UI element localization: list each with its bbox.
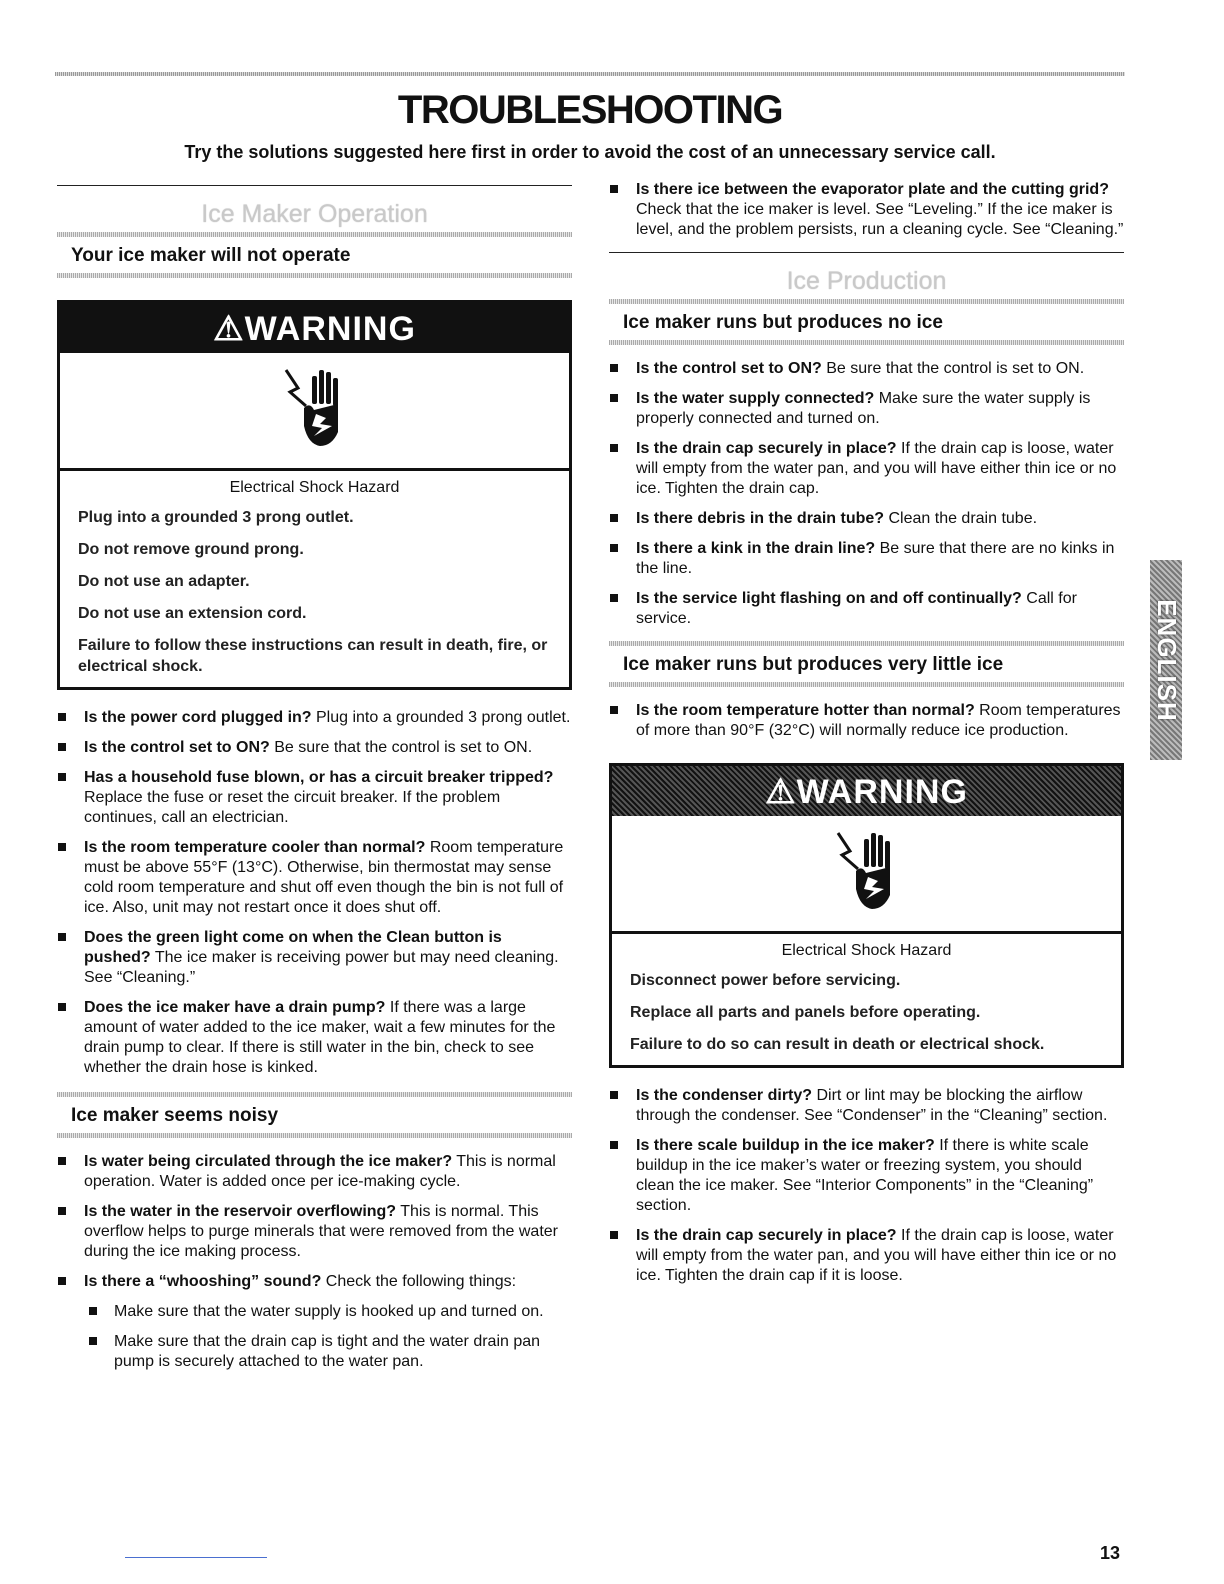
question: Does the green light come on when the Clean button is pushed? [84,929,502,966]
question: Is water being circulated through the ice maker? [84,1153,453,1170]
question: Is the room temperature cooler than normal? [84,839,426,856]
hatch-divider [57,1133,572,1138]
top-rule [55,72,1125,76]
page-subtitle: Try the solutions suggested here first in order to avoid the cost of an unnecessary service call. [184,142,996,162]
warning-box [57,300,572,690]
hazard-title: Electrical Shock Hazard [781,942,952,959]
question: Is the drain cap securely in place? [636,440,897,457]
list-item [609,389,1124,429]
footer-line [125,1557,267,1558]
warning-line: Failure to follow these instructions can result in death, fire, or electrical shock. [78,637,548,675]
subsection-title: Ice maker runs but produces very little ice [623,654,1004,675]
answer: If the drain cap is loose, water will empty from the water pan, and you will have either thin ice or no ice. Tighten the drain cap. [636,440,1117,497]
list-item [609,1226,1124,1286]
warning-header: ⚠WARNING [612,766,1121,816]
warning-line: Do not use an extension cord. [78,605,307,622]
subsection-title: Ice maker seems noisy [71,1105,279,1126]
list-item [57,708,572,728]
warning-line: Plug into a grounded 3 prong outlet. [78,509,354,526]
list-item [609,1136,1124,1216]
list-item [57,1202,572,1262]
list-item [57,928,572,988]
question: Is the condenser dirty? [636,1087,813,1104]
answer: Check the following things: [321,1273,517,1290]
answer: Plug into a grounded 3 prong outlet. [311,709,571,726]
list-item [609,509,1124,529]
warning-body [612,934,1121,1065]
answer: Clean the drain tube. [884,510,1038,527]
list-item [609,180,1124,240]
hatch-divider [609,682,1124,687]
right-column [609,180,1124,1296]
list-item [57,1272,572,1372]
list-item [57,738,572,758]
answer: If the drain cap is loose, water will empty from the water pan, and you will have either thin ice or no ice. Tighten the drain cap if it is loose. [636,1227,1117,1284]
list-item [609,589,1124,629]
subsection-title: Ice maker runs but produces no ice [623,312,943,333]
sub-list-item: Make sure that the drain cap is tight and the water drain pan pump is securely attached to the water pan. [84,1332,572,1372]
warning-header: ⚠WARNING [60,303,569,353]
answer: Be sure that the control is set to ON. [269,739,533,756]
answer: Replace the fuse or reset the circuit breaker. If the problem continues, call an electrician. [84,789,501,826]
language-tab-label: ENGLISH [1151,598,1182,722]
answer: Dirt or lint may be blocking the airflow through the condenser. See “Condenser” in the “Cleaning” section. [636,1087,1108,1124]
list-item [609,539,1124,579]
list-item [57,768,572,828]
question: Is the room temperature hotter than normal? [636,702,975,719]
answer: Check that the ice maker is level. See “Leveling.” If the ice maker is level, and the problem persists, run a cleaning cycle. See “Cleaning.” [636,201,1124,238]
checklist [609,359,1124,629]
question: Is the drain cap securely in place? [636,1227,897,1244]
page-number: 13 [1100,1543,1121,1563]
question: Does the ice maker have a drain pump? [84,999,386,1016]
question: Is there a “whooshing” sound? [84,1273,322,1290]
warning-line: Do not remove ground prong. [78,541,304,558]
list-item [609,1086,1124,1126]
answer: If there was a large amount of water added to the ice maker, wait a few minutes for the drain pump to clear. If there is still water in the bin, check to see whether the drain hose is kinked. [84,999,556,1076]
warning-line: Disconnect power before servicing. [630,972,901,989]
answer: Call for service. [636,590,1077,627]
warning-line: Replace all parts and panels before operating. [630,1004,981,1021]
list-item [57,998,572,1078]
hazard-title: Electrical Shock Hazard [229,479,400,496]
answer: Room temperatures of more than 90°F (32°C) will normally reduce ice production. [636,702,1121,739]
sub-list-item: Make sure that the water supply is hooked up and turned on. [84,1302,572,1322]
question: Is the water in the reservoir overflowing? [84,1203,397,1220]
checklist [57,708,572,1078]
warning-line: Do not use an adapter. [78,573,250,590]
answer: This is normal operation. Water is added once per ice-making cycle. [84,1153,556,1190]
checklist [609,180,1124,240]
question: Is there a kink in the drain line? [636,540,876,557]
shock-hazard-icon [60,353,569,471]
question: Is the control set to ON? [84,739,270,756]
warning-body [60,471,569,687]
question: Is there debris in the drain tube? [636,510,885,527]
question: Is the water supply connected? [636,390,875,407]
question: Is there scale buildup in the ice maker? [636,1137,935,1154]
answer: Room temperature must be above 55°F (13°C). Otherwise, bin thermostat may sense cold room temperature and shut off even though the bin is not full of ice. Also, unit may not restart once it does shut off. [84,839,564,916]
page-title: TROUBLESHOOTING [397,88,783,132]
list-item [57,1152,572,1192]
question: Is the service light flashing on and off continually? [636,590,1022,607]
section-title-ice-production: Ice Production [786,267,947,295]
answer: Make sure the water supply is properly connected and turned on. [636,390,1091,427]
warning-line: Failure to do so can result in death or electrical shock. [630,1036,1045,1053]
answer: The ice maker is receiving power but may need cleaning. See “Cleaning.” [84,949,559,986]
question: Is the control set to ON? [636,360,822,377]
list-item [609,359,1124,379]
list-item [609,701,1124,741]
hatch-divider [57,273,572,278]
warning-box [609,763,1124,1068]
checklist [609,701,1124,741]
language-tab [1150,560,1182,760]
section-title-ice-maker-operation: Ice Maker Operation [201,200,428,228]
subsection-title: Your ice maker will not operate [71,245,351,266]
hatch-divider [609,340,1124,345]
sub-checklist [84,1302,572,1372]
list-item [609,439,1124,499]
answer: Be sure that there are no kinks in the line. [636,540,1115,577]
left-column [57,185,572,1382]
question: Has a household fuse blown, or has a circuit breaker tripped? [84,769,554,786]
answer: This is normal. This overflow helps to purge minerals that were removed from the water during the ice making process. [84,1203,558,1260]
list-item [57,838,572,918]
question: Is there ice between the evaporator plate and the cutting grid? [636,181,1109,198]
checklist [609,1086,1124,1286]
question: Is the power cord plugged in? [84,709,312,726]
shock-hazard-icon [612,816,1121,934]
checklist [57,1152,572,1372]
answer: Be sure that the control is set to ON. [821,360,1085,377]
answer: If there is white scale buildup in the ice maker’s water or freezing system, you should clean the ice maker. See “Interior Components” in the “Cleaning” section. [636,1137,1094,1214]
